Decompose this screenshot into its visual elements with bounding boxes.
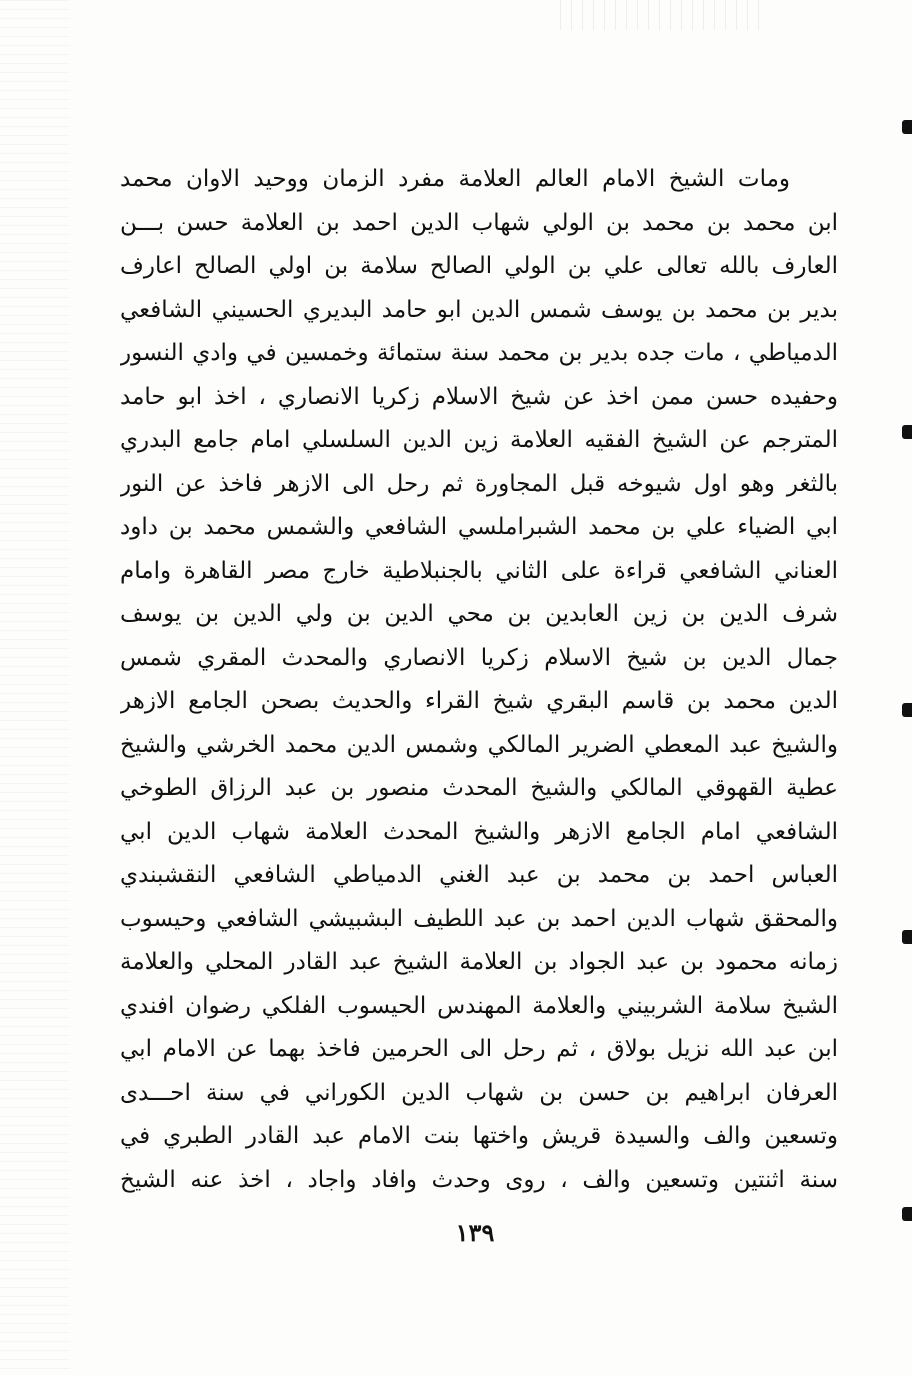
text-line-15: عطية القهوقي المالكي والشيخ المحدث منصور بن عبد الرزاق الطوخي [120, 775, 838, 801]
text-line-9: ابي الضياء علي بن محمد الشبراملسي الشافعي والشمس محمد بن داود [120, 514, 838, 540]
text-line-12: جمال الدين بن شيخ الاسلام زكريا الانصاري والمحدث المقري شمس [120, 644, 838, 671]
text-line-10: العناني الشافعي قراءة على الثاني بالجنبلاطية خارج مصر القاهرة وامام [120, 557, 838, 584]
text-line-5: الدمياطي ، مات جده بدير بن محمد سنة ستمائة وخمسين في وادي النسور [120, 340, 838, 366]
text-line-17: العباس احمد بن محمد بن عبد الغني الدمياطي الشافعي النقشبندي [120, 862, 838, 888]
page-number: ١٣٩ [455, 1218, 495, 1247]
scan-noise-top [560, 0, 760, 30]
text-line-13: الدين محمد بن قاسم البقري شيخ القراء والحديث بصحن الجامع الازهر [120, 688, 838, 714]
text-line-16: الشافعي امام الجامع الازهر والشيخ المحدث العلامة شهاب الدين ابي [120, 818, 838, 845]
text-line-4: بدير بن محمد بن يوسف شمس الدين ابو حامد البديري الحسيني الشافعي [120, 296, 838, 323]
text-line-21: ابن عبد الله نزيل بولاق ، ثم رحل الى الحرمين فاخذ بهما عن الامام ابي [120, 1036, 838, 1062]
binding-mark-2 [902, 425, 912, 439]
text-line-7: المترجم عن الشيخ الفقيه العلامة زين الدين السلسلي امام جامع البدري [120, 427, 838, 453]
scan-noise-left [0, 0, 70, 1375]
binding-mark-1 [902, 120, 912, 134]
text-line-1: ومات الشيخ الامام العالم العلامة مفرد الزمان ووحيد الاوان محمد [120, 166, 790, 192]
text-line-11: شرف الدين بن زين العابدين بن محي الدين بن ولي الدين بن يوسف [120, 601, 838, 627]
text-line-8: بالثغر وهو اول شيوخه قبل المجاورة ثم رحل الى الازهر فاخذ عن النور [120, 470, 838, 497]
body-text [120, 158, 838, 1202]
text-line-20: الشيخ سلامة الشربيني والعلامة المهندس الحيسوب الفلكي رضوان افندي [120, 992, 838, 1019]
text-line-2: ابن محمد بن محمد بن الولي شهاب الدين احمد بن العلامة حسن بـــن [120, 209, 838, 236]
text-line-3: العارف بالله تعالى علي بن الولي الصالح سلامة بن اولي الصالح اعارف [120, 253, 838, 279]
text-line-24: سنة اثنتين وتسعين والف ، روى وحدث وافاد واجاد ، اخذ عنه الشيخ [120, 1166, 838, 1193]
binding-mark-4 [902, 930, 912, 944]
binding-mark-3 [902, 703, 912, 717]
text-line-22: العرفان ابراهيم بن حسن بن شهاب الدين الكوراني في سنة احـــدى [120, 1079, 838, 1106]
binding-mark-5 [902, 1207, 912, 1221]
text-line-6: وحفيده حسن ممن اخذ عن شيخ الاسلام زكريا الانصاري ، اخذ ابو حامد [120, 383, 838, 410]
text-line-23: وتسعين والف والسيدة قريش واختها بنت الامام عبد القادر الطبري في [120, 1123, 838, 1149]
text-line-14: والشيخ عبد المعطي الضرير المالكي وشمس الدين محمد الخرشي والشيخ [120, 731, 838, 758]
text-line-19: زمانه محمود بن عبد الجواد بن العلامة الشيخ عبد القادر المحلي والعلامة [120, 949, 838, 975]
text-line-18: والمحقق شهاب الدين احمد بن عبد اللطيف البشبيشي الشافعي وحيسوب [120, 905, 838, 932]
